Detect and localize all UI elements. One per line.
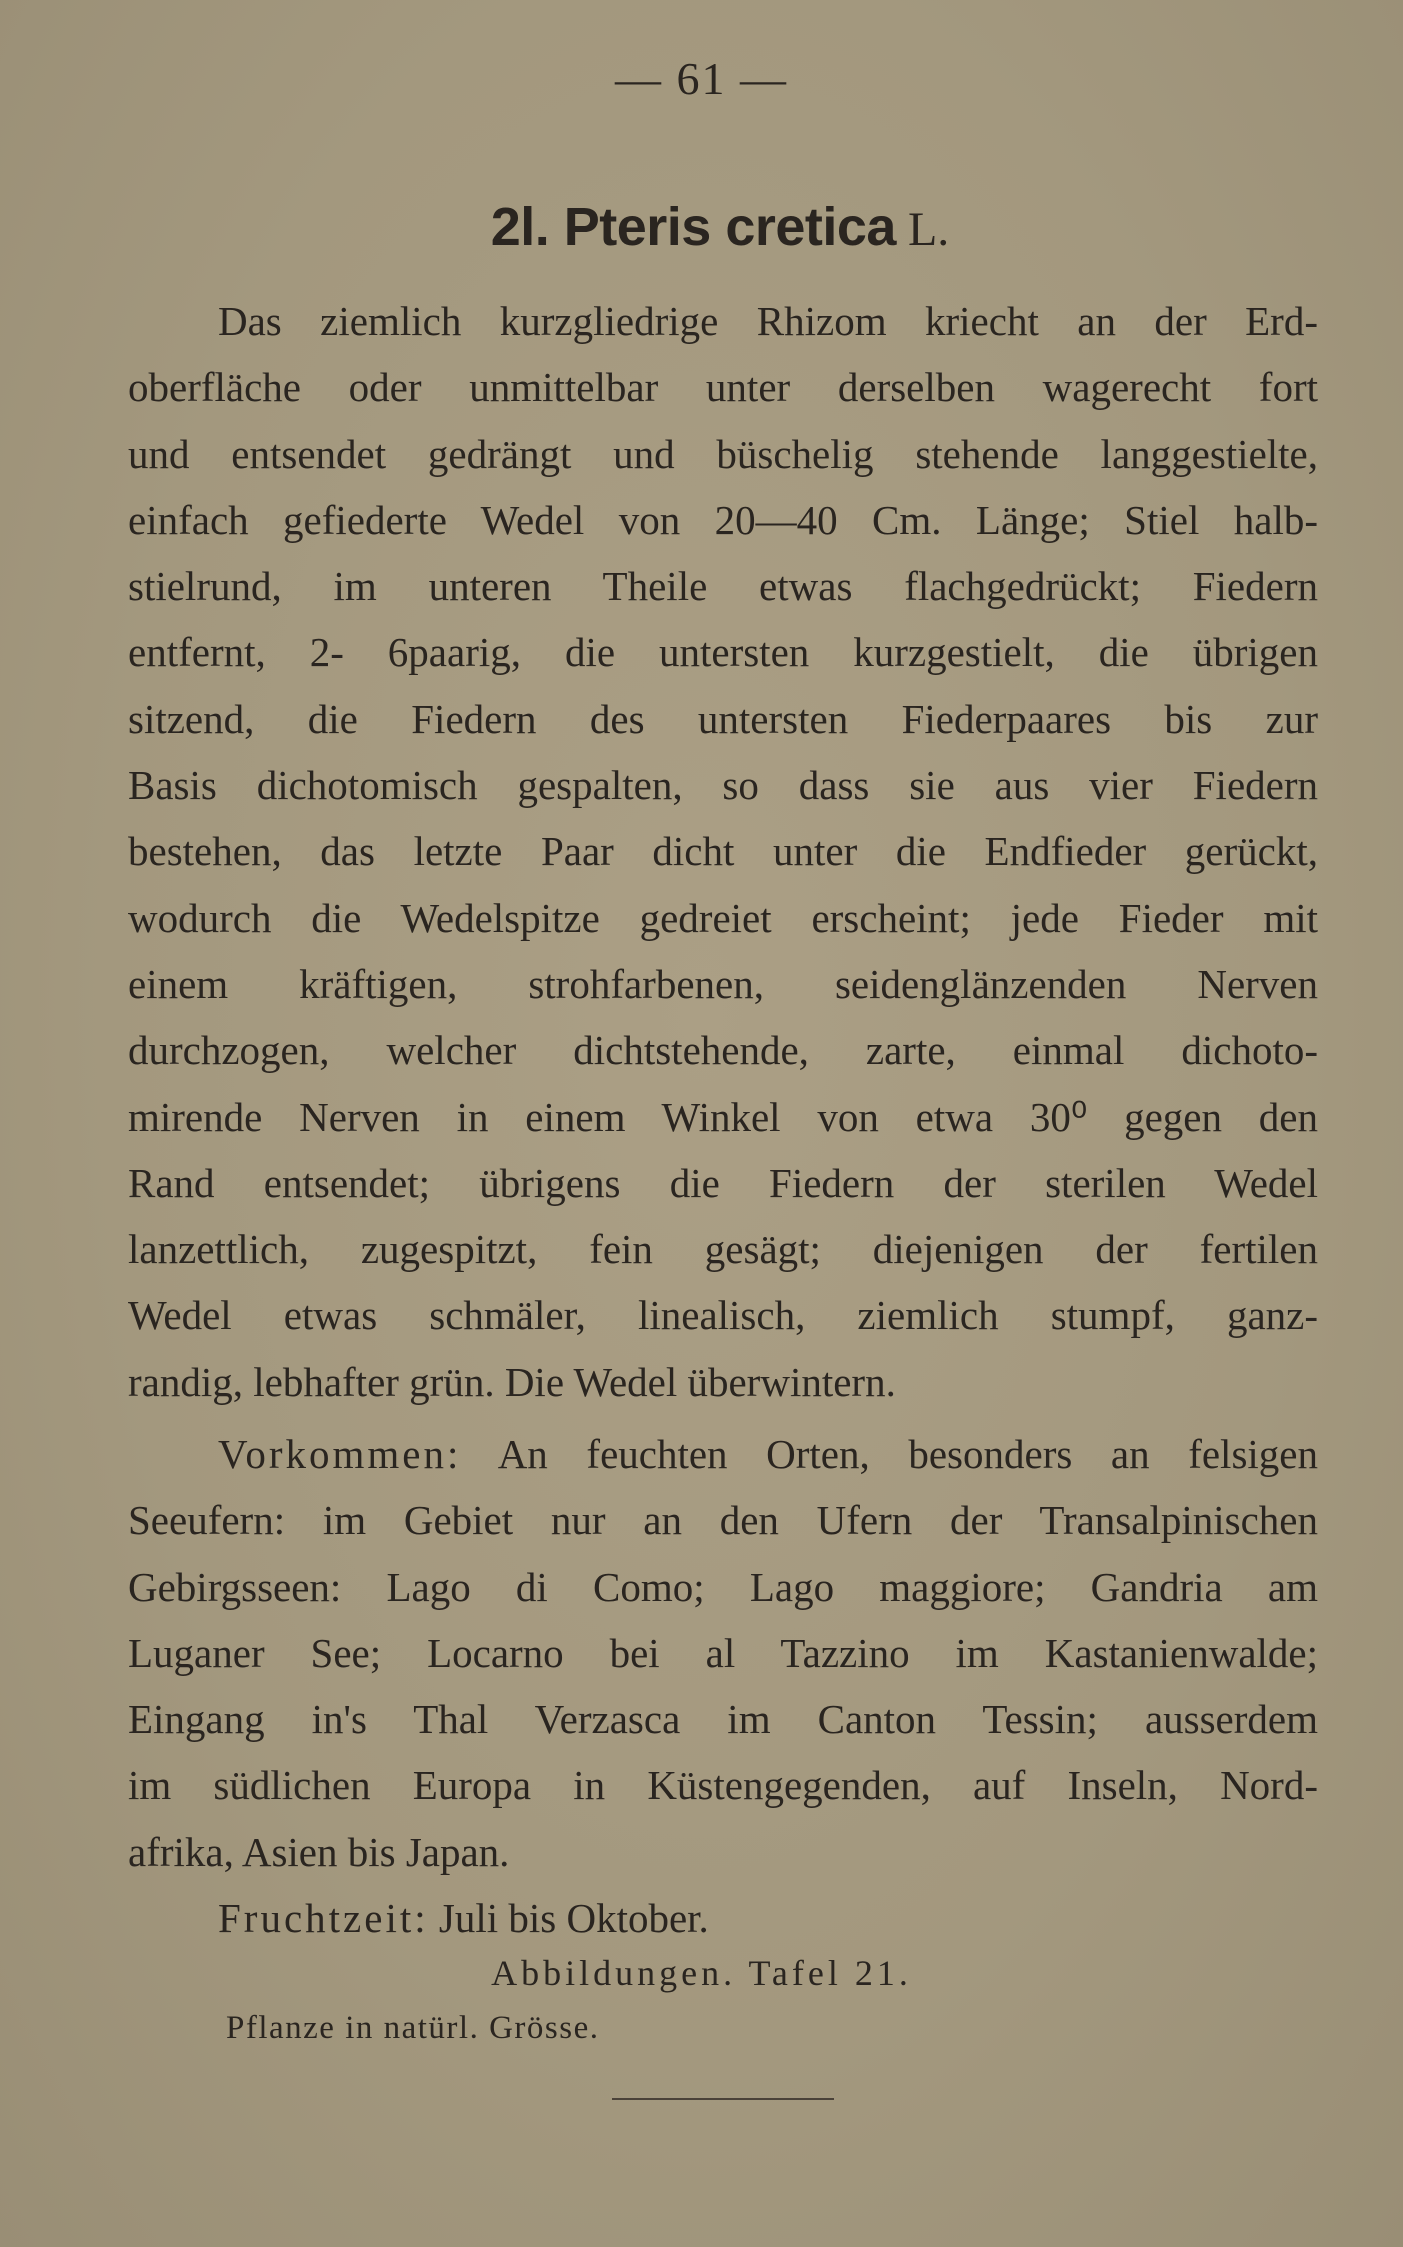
text-line: Seeufern: im Gebiet nur an den Ufern der Transalpinischen (128, 1497, 1318, 1544)
text-line: bestehen, das letzte Paar dicht unter die Endfieder gerückt, (128, 828, 1318, 875)
fruiting-paragraph (128, 1885, 1318, 1951)
text-line: Eingang in's Thal Verzasca im Canton Tessin; ausserdem (128, 1696, 1318, 1743)
text-line: im südlichen Europa in Küstengegenden, auf Inseln, Nord- (128, 1762, 1318, 1809)
text-line: Das ziemlich kurzgliedrige Rhizom kriecht an der Erd- (218, 298, 1318, 344)
fruiting-value: Juli bis Oktober. (438, 1895, 709, 1941)
text-line: und entsendet gedrängt und büschelig stehende langgestielte, (128, 430, 1318, 477)
species-title: 2l. Pteris cretica (490, 197, 896, 257)
text-line: Wedel etwas schmäler, linealisch, ziemlich stumpf, ganz- (128, 1292, 1318, 1339)
text-line: einem kräftigen, strohfarbenen, seidenglänzenden Nerven (128, 960, 1318, 1007)
text-line: Basis dichotomisch gespalten, so dass sie aus vier Fiedern (128, 762, 1318, 809)
species-heading (0, 196, 1403, 258)
text-line: durchzogen, welcher dichtstehende, zarte, einmal dichoto- (128, 1027, 1318, 1074)
text-line: wodurch die Wedelspitze gedreiet erscheint; jede Fieder mit (128, 894, 1318, 941)
species-author: L. (907, 203, 950, 256)
illustrations-note: Pflanze in natürl. Grösse. (226, 2010, 600, 2046)
page-number: — 61 — (615, 53, 788, 104)
text-line: Gebirgsseen: Lago di Como; Lago maggiore; Gandria am (128, 1563, 1318, 1610)
text-line: randig, lebhafter grün. Die Wedel überwintern. (128, 1358, 896, 1405)
fruiting-label: Fruchtzeit: (218, 1895, 429, 1941)
text-line: oberfläche oder unmittelbar unter derselben wagerecht fort (128, 364, 1318, 411)
text-line: einfach gefiederte Wedel von 20—40 Cm. Länge; Stiel halb- (128, 496, 1318, 543)
text-line: An feuchten Orten, besonders an felsigen (497, 1431, 1318, 1477)
text-line: Rand entsendet; übrigens die Fiedern der sterilen Wedel (128, 1159, 1318, 1206)
occurrence-paragraph (128, 1421, 1318, 1885)
occurrence-label: Vorkommen: (218, 1431, 462, 1477)
text-line: lanzettlich, zugespitzt, fein gesägt; diejenigen der fertilen (128, 1226, 1318, 1273)
occurrence-first-line (128, 1421, 1318, 1487)
text-line: afrika, Asien bis Japan. (128, 1828, 510, 1875)
text-line: Luganer See; Locarno bei al Tazzino im Kastanienwalde; (128, 1629, 1318, 1676)
description-paragraph (128, 288, 1318, 1415)
text-line: entfernt, 2- 6paarig, die untersten kurzgestielt, die übrigen (128, 629, 1318, 676)
closing-rule (612, 2098, 834, 2100)
text-line: mirende Nerven in einem Winkel von etwa 30⁰ gegen den (128, 1093, 1318, 1140)
fruiting-line (128, 1885, 1318, 1951)
text-line: stielrund, im unteren Theile etwas flachgedrückt; Fiedern (128, 563, 1318, 610)
illustrations-caption: Abbildungen. Tafel 21. (491, 1953, 912, 1993)
text-line: sitzend, die Fiedern des untersten Fiederpaares bis zur (128, 695, 1318, 742)
